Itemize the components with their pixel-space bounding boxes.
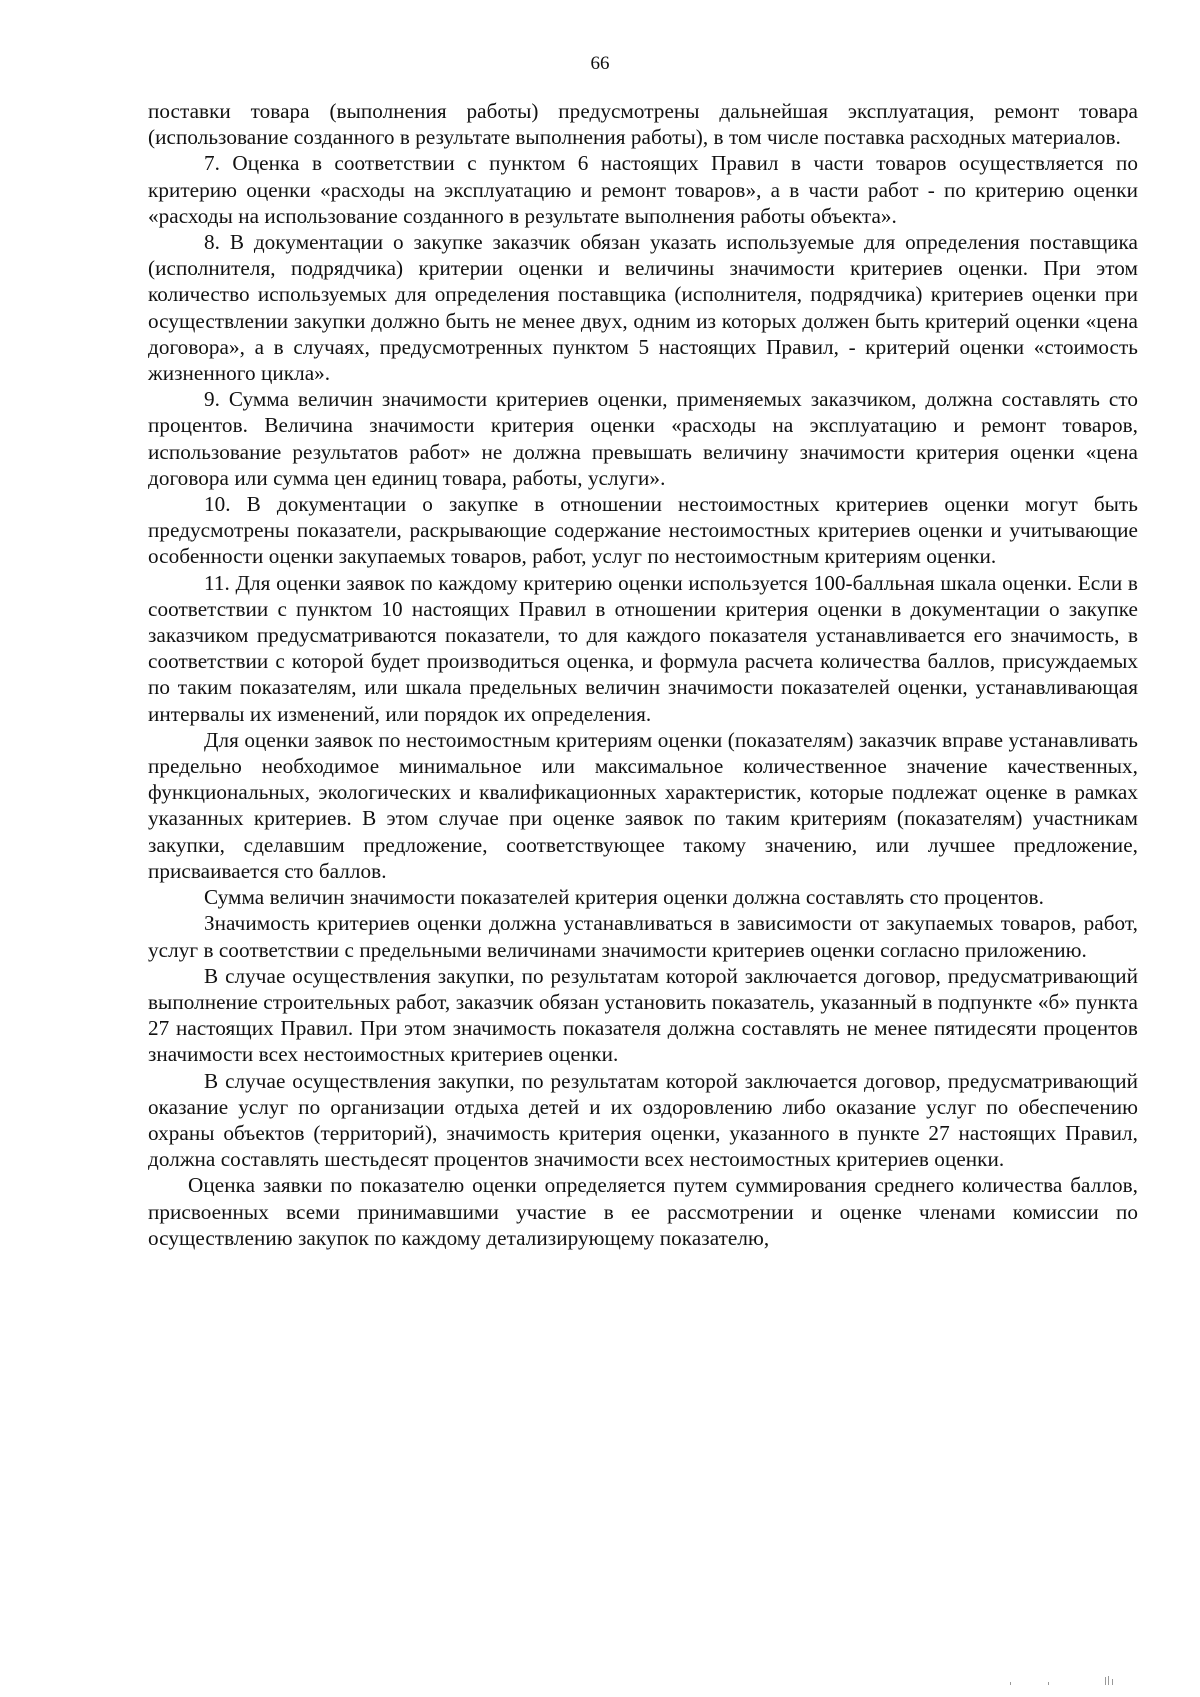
scan-artifact-marks <box>1002 1675 1122 1685</box>
paragraph-item-11: 11. Для оценки заявок по каждому критерию оценки используется 100-балльная шкала оценки. Если в соответствии с пунктом 10 настоящих Правил в отношении критерия оценки в документации о закупке заказчиком предусматриваются показатели, то для каждого показателя устанавливается его значимость, в соответствии с которой будет производиться оценка, и формула расчета количества баллов, присуждаемых по таким показателям, или шкала предельных величин значимости показателей оценки, устанавливающая интервалы их изменений, или порядок их определения. <box>148 570 1138 726</box>
paragraph-item-10: 10. В документации о закупке в отношении нестоимостных критериев оценки могут быть предусмотрены показатели, раскрывающие содержание нестоимостных критериев оценки и учитывающие особенности оценки закупаемых товаров, работ, услуг по нестоимостным критериям оценки. <box>148 492 1138 569</box>
page-number: 66 <box>590 53 610 74</box>
document-body <box>148 98 1138 1251</box>
paragraph-nonprice-criteria: Для оценки заявок по нестоимостным критериям оценки (показателям) заказчик вправе устанавливать предельно необходимое минимальное или максимальное количественное значение качественных, функциональных, экологических и квалификационных характеристик, которые подлежат оценке в рамках указанных критериев. В этом случае при оценке заявок по таким критериям (показателям) участникам закупки, сделавшим предложение, соответствующее такому значению, или лучшее предложение, присваивается сто баллов. <box>148 727 1138 883</box>
paragraph-item-9: 9. Сумма величин значимости критериев оценки, применяемых заказчиком, должна составлять сто процентов. Величина значимости критерия оценки «расходы на эксплуатацию и ремонт товаров, использование результатов работ» не должна превышать величину значимости критерия оценки «цена договора или сумма цен единиц товара, работы, услуги». <box>148 387 1138 490</box>
paragraph-indicator-sum: Сумма величин значимости показателей критерия оценки должна составлять сто процентов. <box>204 885 1044 910</box>
paragraph-children-rest-security: В случае осуществления закупки, по результатам которой заключается договор, предусматривающий оказание услуг по организации отдыха детей и их оздоровлению либо оказание услуг по обеспечению охраны объектов (территорий), значимость критерия оценки, указанного в пункте 27 настоящих Правил, должна составлять шестьдесят процентов значимости всех нестоимостных критериев оценки. <box>148 1068 1138 1172</box>
paragraph-item-8: 8. В документации о закупке заказчик обязан указать используемые для определения поставщика (исполнителя, подрядчика) критерии оценки и величины значимости критериев оценки. При этом количество используемых для определения поставщика (исполнителя, подрядчика) критериев оценки при осуществлении закупки должно быть не менее двух, одним из которых должен быть критерий оценки «цена договора», а в случаях, предусмотренных пунктом 5 настоящих Правил, - критерий оценки «стоимость жизненного цикла». <box>148 230 1138 386</box>
paragraph-application-score: Оценка заявки по показателю оценки определяется путем суммирования среднего количества баллов, присвоенных всеми принимавшими участие в ее рассмотрении и оценке членами комиссии по осуществлению закупок по каждому детализирующему показателю, <box>148 1173 1138 1250</box>
paragraph-construction-works: В случае осуществления закупки, по результатам которой заключается договор, предусматривающий выполнение строительных работ, заказчик обязан установить показатель, указанный в подпункте «б» пункта 27 настоящих Правил. При этом значимость показателя должна составлять не менее пятидесяти процентов значимости всех нестоимостных критериев оценки. <box>148 963 1138 1067</box>
paragraph-continuation: поставки товара (выполнения работы) предусмотрены дальнейшая эксплуатация, ремонт товара (использование созданного в результате выполнения работы), в том числе поставка расходных материалов. <box>148 99 1138 150</box>
paragraph-item-7: 7. Оценка в соответствии с пунктом 6 настоящих Правил в части товаров осуществляется по критерию оценки «расходы на эксплуатацию и ремонт товаров», а в части работ - по критерию оценки «расходы на использование созданного в результате выполнения работы объекта». <box>148 151 1138 228</box>
paragraph-criteria-significance: Значимость критериев оценки должна устанавливаться в зависимости от закупаемых товаров, работ, услуг в соответствии с предельными величинами значимости критериев оценки согласно приложению. <box>148 911 1138 962</box>
